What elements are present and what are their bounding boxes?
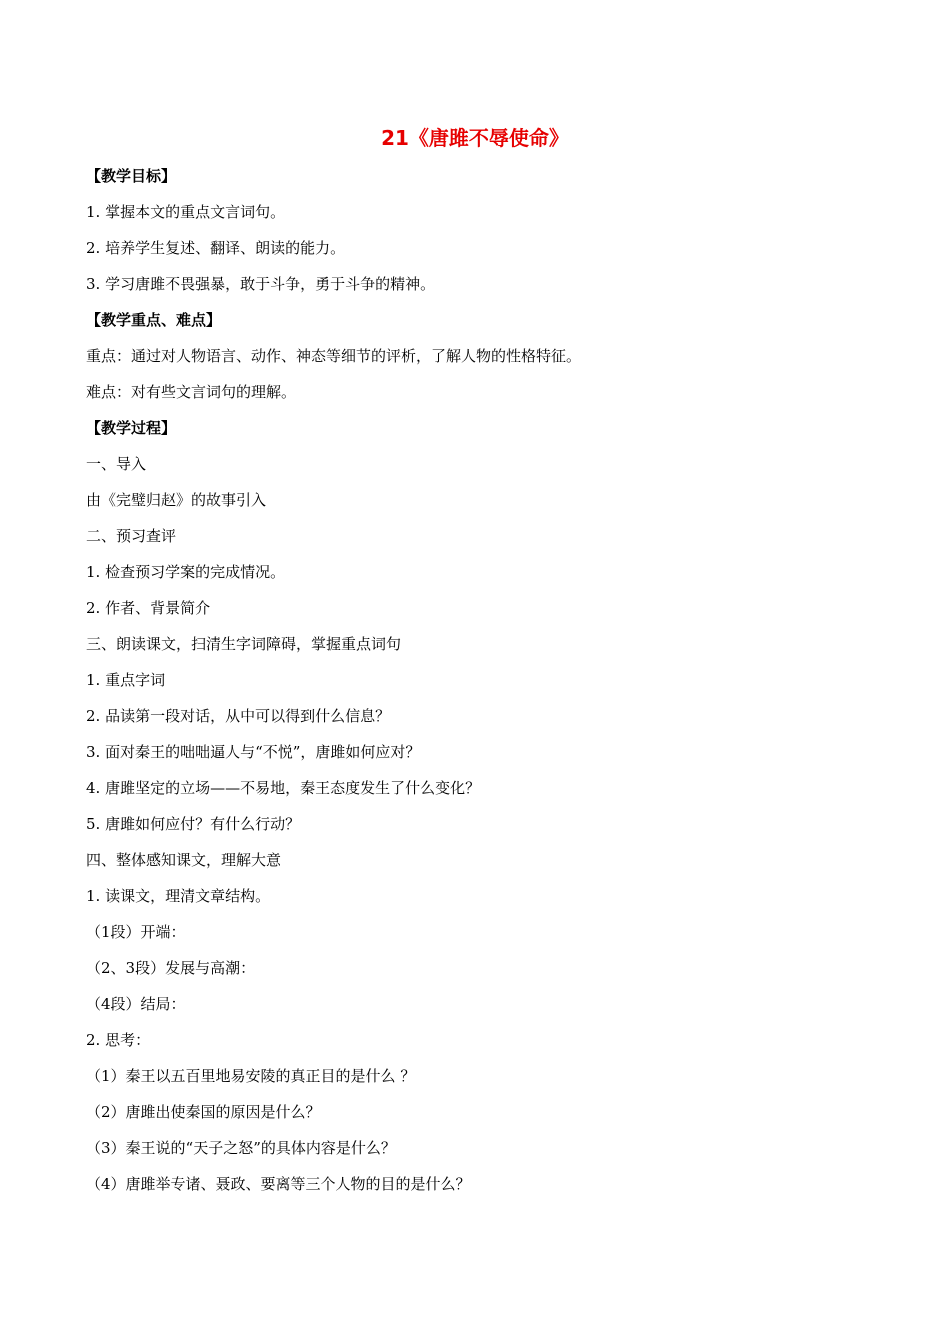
text-line: 3. 学习唐雎不畏强暴，敢于斗争，勇于斗争的精神。: [86, 275, 436, 293]
text-line: （2）唐雎出使秦国的原因是什么？: [86, 1103, 321, 1121]
text-line: 1. 掌握本文的重点文言词句。: [86, 203, 286, 221]
text-line: 三、朗读课文，扫清生字词障碍，掌握重点词句: [86, 635, 402, 653]
text-line: 2. 思考：: [86, 1031, 151, 1049]
text-line: 1. 读课文，理清文章结构。: [86, 887, 271, 905]
text-line: 2. 培养学生复述、翻译、朗读的能力。: [86, 239, 346, 257]
document-body: [86, 158, 866, 1202]
section-heading: 【教学过程】: [86, 419, 177, 437]
text-line: 由《完璧归赵》的故事引入: [86, 491, 267, 509]
page-title: 21《唐雎不辱使命》: [381, 126, 569, 150]
text-line: （1段）开端：: [86, 923, 186, 941]
text-line: 四、整体感知课文，理解大意: [86, 851, 282, 869]
text-line: 3. 面对秦王的咄咄逼人与“不悦”，唐雎如何应对？: [86, 743, 421, 761]
text-line: （3）秦王说的“天子之怒”的具体内容是什么？: [86, 1139, 396, 1157]
text-line: 2. 品读第一段对话，从中可以得到什么信息？: [86, 707, 391, 725]
text-line: 4. 唐雎坚定的立场——不易地，秦王态度发生了什么变化？: [86, 779, 481, 797]
text-line: （1）秦王以五百里地易安陵的真正目的是什么 ？: [86, 1067, 416, 1085]
text-line: 5. 唐雎如何应付？有什么行动？: [86, 815, 301, 833]
text-line: （4段）结局：: [86, 995, 186, 1013]
text-line: 二、预习查评: [86, 527, 177, 545]
text-line: 一、导入: [86, 455, 147, 473]
text-line: （2、3段）发展与高潮：: [86, 959, 256, 977]
text-line: 重点：通过对人物语言、动作、神态等细节的评析，了解人物的性格特征。: [86, 347, 582, 365]
text-line: 难点：对有些文言词句的理解。: [86, 383, 297, 401]
section-heading: 【教学重点、难点】: [86, 311, 222, 329]
section-heading: 【教学目标】: [86, 167, 177, 185]
text-line: （4）唐雎举专诸、聂政、要离等三个人物的目的是什么？: [86, 1175, 471, 1193]
text-line: 1. 重点字词: [86, 671, 166, 689]
text-line: 2. 作者、背景简介: [86, 599, 211, 617]
text-line: 1. 检查预习学案的完成情况。: [86, 563, 286, 581]
